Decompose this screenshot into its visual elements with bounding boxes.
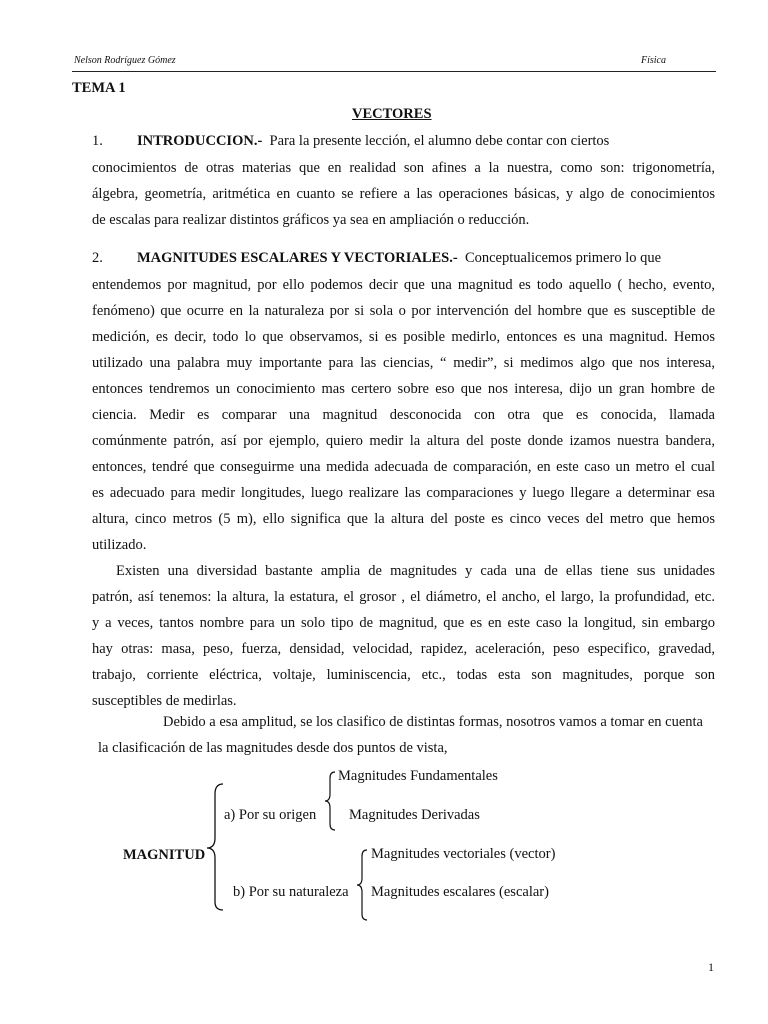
- header-subject: Física: [641, 55, 666, 66]
- para4-line-2: la clasificación de las magnitudes desde dos puntos de vista,: [98, 740, 448, 756]
- section1-heading: INTRODUCCION.-: [137, 133, 263, 149]
- section1-line-3: de escalas para realizar distintos gráficos ya sea en ampliación o reducción.: [92, 212, 530, 228]
- para3-line-2: y a veces, tantos nombre para un solo tipo de magnitud, que es en este caso la longitud, sin embargo: [92, 615, 715, 631]
- section1-first-line: [137, 133, 609, 150]
- section2-line-2: medición, es decir, todo lo que observamos, si es posible medirlo, entonces es una magnitud. Hemos: [92, 329, 715, 345]
- diagram-b-label: b) Por su naturaleza: [233, 884, 349, 900]
- section1-line-2: álgebra, geometría, aritmética en cuanto se refiere a las operaciones básicas, y algo de conocimientos: [92, 186, 715, 202]
- page-header: [72, 53, 716, 72]
- diagram-b-item-0: Magnitudes vectoriales (vector): [371, 846, 556, 862]
- section1-body: [92, 155, 715, 233]
- section2-line-9: altura, cinco metros (5 m), ello significa que la altura del poste es cinco veces del metro que hemos: [92, 511, 715, 527]
- section2-first-line: [137, 250, 661, 267]
- section2-line-7: entonces, tendré que conseguirme una medida adecuada de comparación, en este caso un metro el cual: [92, 459, 715, 475]
- section2-line-0: entendemos por magnitud, por ello podemos decir que una magnitud es todo aquello ( hecho, evento,: [92, 277, 715, 293]
- diagram-a-item-0: Magnitudes Fundamentales: [338, 768, 498, 784]
- section2-line-4: entonces tendremos un conocimiento mas certero sobre eso que nos interesa, dijo un gran hombre de: [92, 381, 715, 397]
- header-author: Nelson Rodríguez Gómez: [74, 55, 176, 66]
- section1-number: 1.: [92, 133, 103, 149]
- section2-line-1: fenómeno) que ocurre en la naturaleza por si sola o por intervención del hombre que es susceptible de: [92, 303, 715, 319]
- section2-line-8: es adecuado para medir longitudes, luego realizare las comparaciones y luego llegare a determinar esa: [92, 485, 715, 501]
- para3-line-1: patrón, así tenemos: la altura, la estatura, el grosor , el diámetro, el ancho, el largo, la profundidad, etc.: [92, 589, 715, 605]
- section2-first-text: Conceptualicemos primero lo que: [464, 250, 662, 266]
- diagram-root: MAGNITUD: [123, 847, 206, 863]
- diagram-a-item-1: Magnitudes Derivadas: [349, 807, 480, 823]
- page-number: 1: [708, 960, 714, 974]
- document-title: VECTORES: [352, 106, 432, 122]
- brace-naturaleza: [355, 848, 369, 922]
- section1-line-1: conocimientos de otras materias que en realidad son afines a la nuestra, como son: trigonometría,: [92, 160, 715, 176]
- brace-origen: [323, 770, 337, 832]
- section2-line-3: utilizado una palabra muy importante para las ciencias, “ medir”, si medimos algo que nos interesa,: [92, 355, 715, 371]
- tema-label: TEMA 1: [72, 80, 126, 96]
- para3-line-4: trabajo, corriente eléctrica, voltaje, luminiscencia, etc., todas esta son magnitudes, porque son: [92, 667, 715, 683]
- brace-magnitud: [205, 782, 225, 912]
- paragraph3-body: [92, 558, 715, 714]
- section2-line-6: comúnmente patrón, así por ejemplo, quiero medir la altura del poste donde izamos nuestra bandera,: [92, 433, 715, 449]
- section2-line-5: ciencia. Medir es comparar una magnitud desconocida con otra que es conocida, llamada: [92, 407, 715, 423]
- diagram-b-item-1: Magnitudes escalares (escalar): [371, 884, 549, 900]
- section2-number: 2.: [92, 250, 103, 266]
- section2-line-10: utilizado.: [92, 537, 147, 553]
- section2-heading: MAGNITUDES ESCALARES Y VECTORIALES.-: [137, 250, 458, 266]
- para3-line-3: hay otras: masa, peso, fuerza, densidad, velocidad, rapidez, aceleración, peso especifico, gravedad,: [92, 641, 715, 657]
- para3-line-5: susceptibles de medirlas.: [92, 693, 237, 709]
- para4-line-1: Debido a esa amplitud, se los clasifico de distintas formas, nosotros vamos a tomar en cuenta: [163, 714, 703, 730]
- diagram-a-label: a) Por su origen: [224, 807, 317, 823]
- section1-line-0: Para la presente lección, el alumno debe contar con ciertos: [269, 133, 610, 149]
- section2-body: [92, 272, 715, 558]
- para3-line-0: Existen una diversidad bastante amplia de magnitudes y cada una de ellas tiene sus unidades: [116, 563, 715, 579]
